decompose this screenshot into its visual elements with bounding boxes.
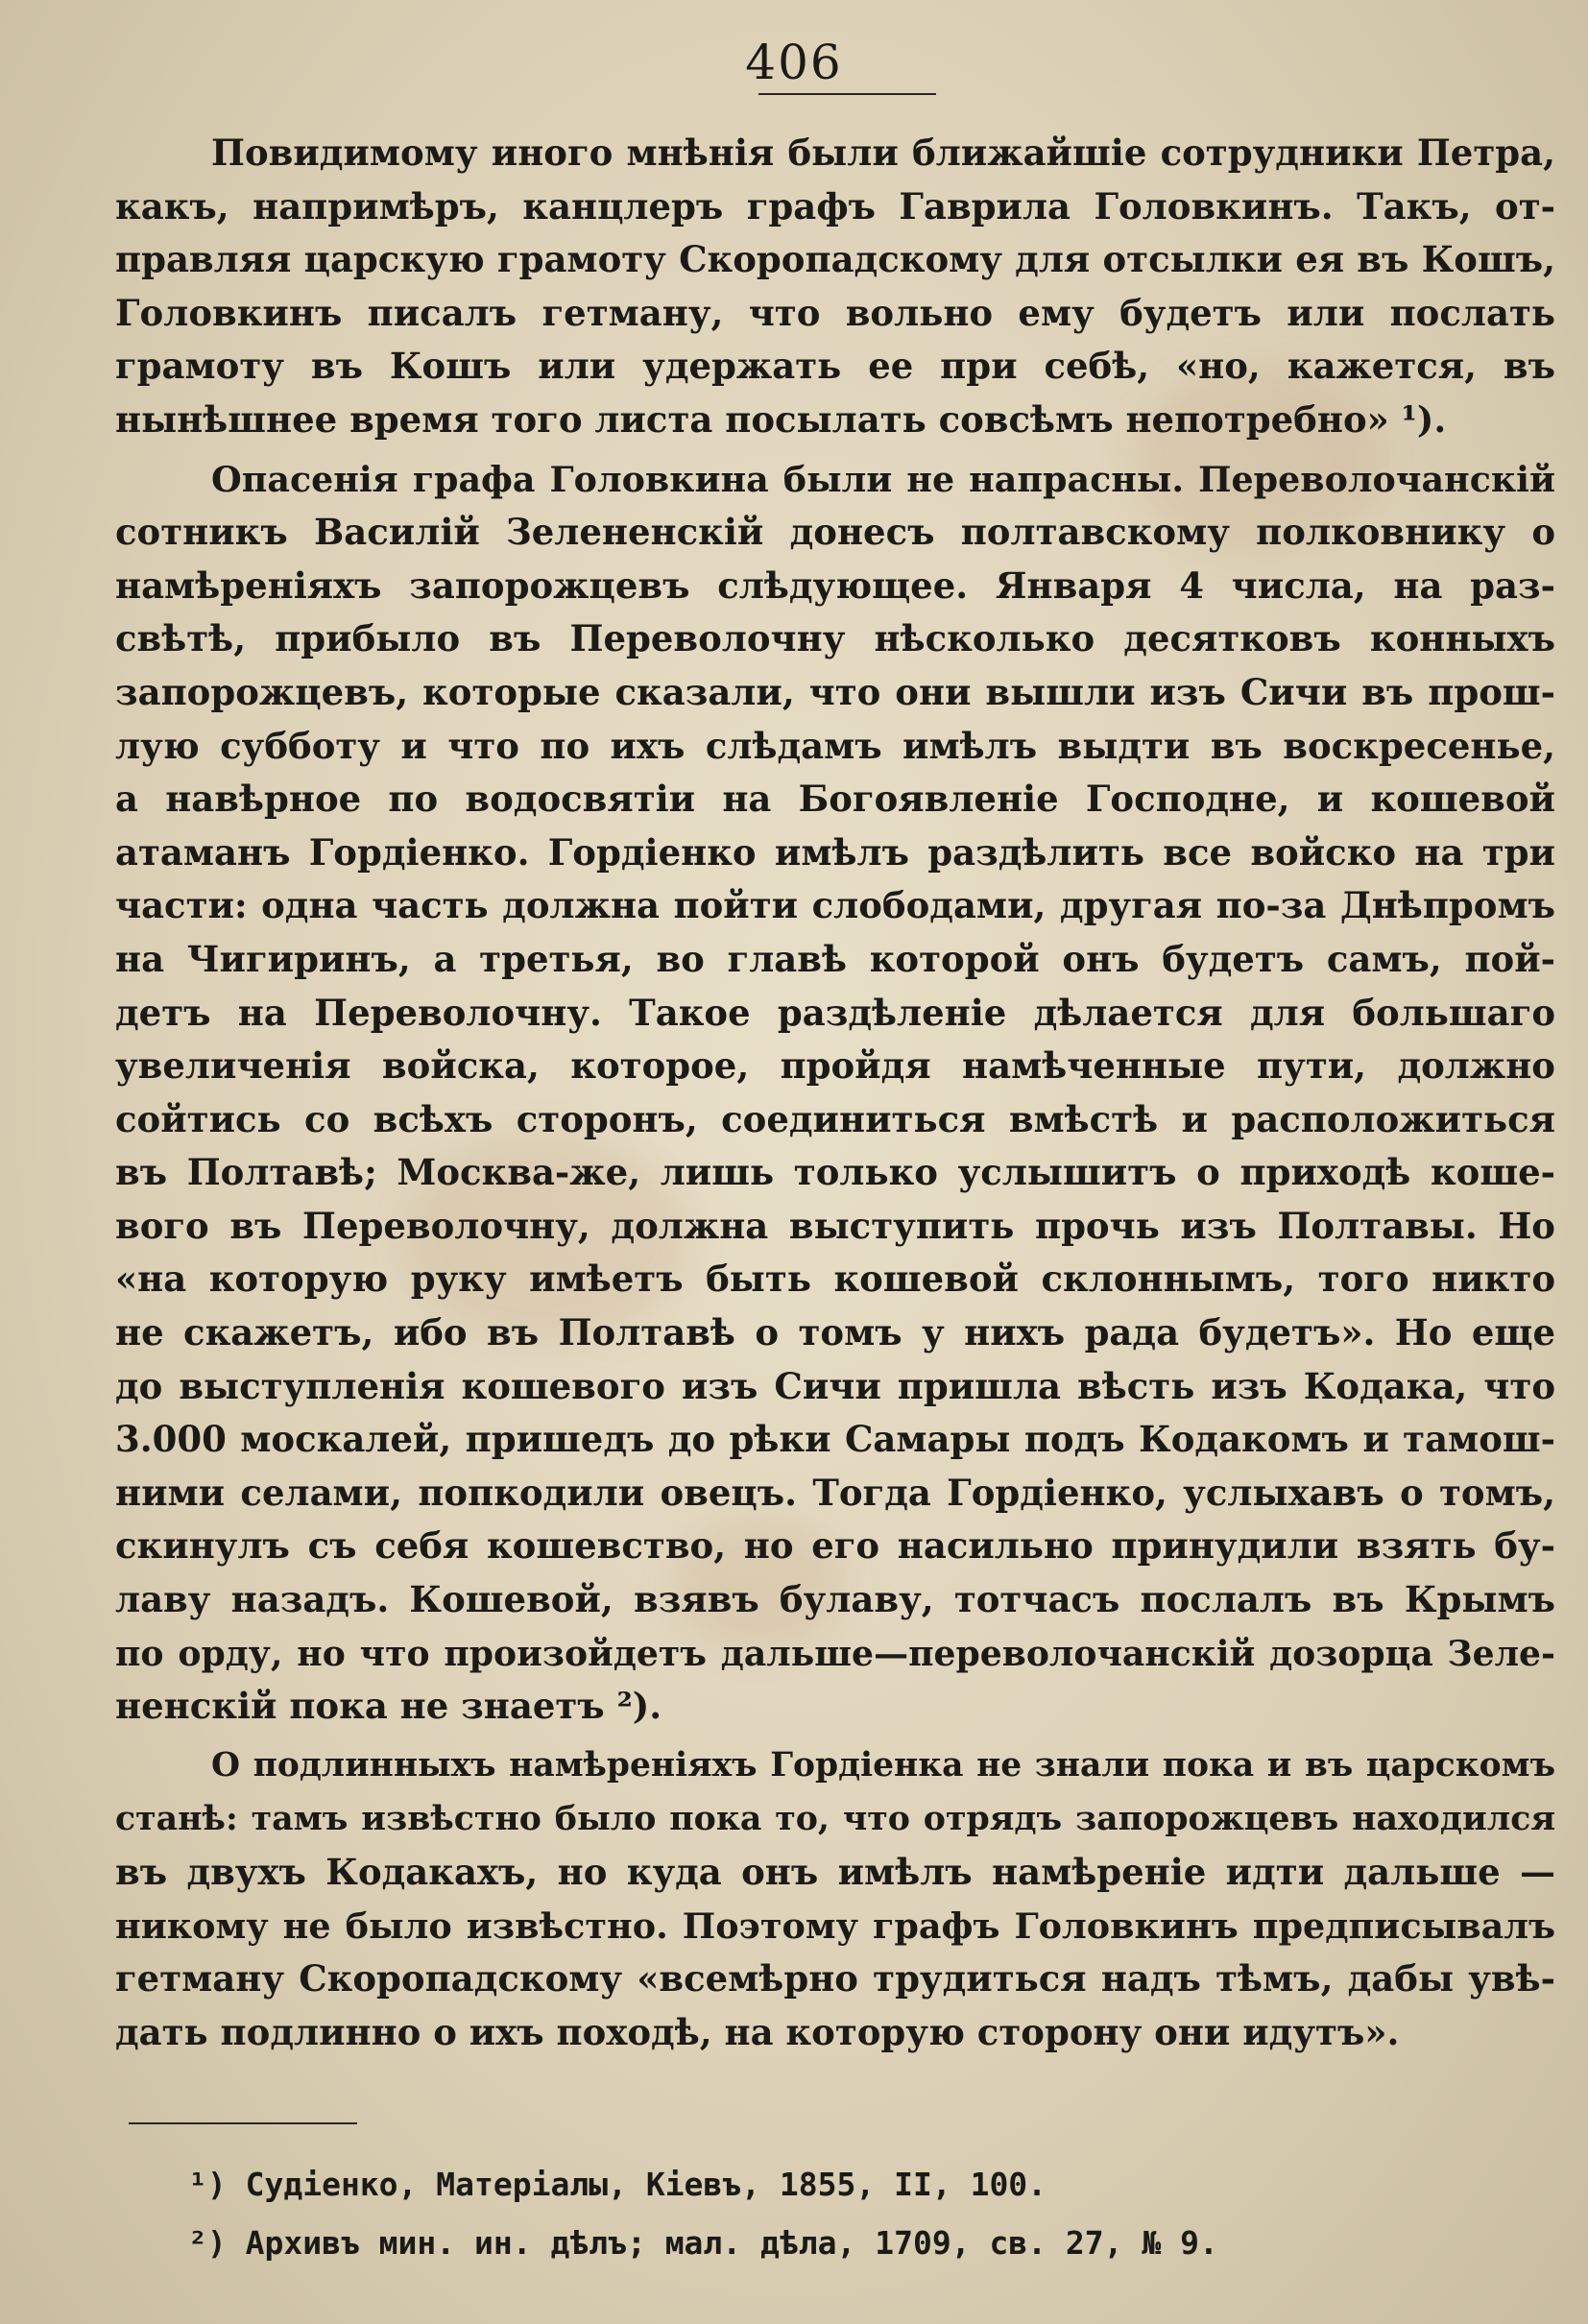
text-line: до выступленія кошевого изъ Сичи пришла вѣсть изъ Кодака, что [115,1364,1555,1407]
text-line: сотникъ Василій Зелененскій донесъ полтавскому полковнику о [115,511,1555,554]
text-line: никому не было извѣстно. Поэтому графъ Головкинъ предписывалъ [115,1905,1555,1947]
text-line: 3.000 москалей, пришедъ до рѣки Самары подъ Кодакомъ и тамош- [115,1418,1555,1461]
text-line: какъ, напримѣръ, канцлеръ графъ Гаврила Головкинъ. Такъ, от- [115,184,1555,228]
text-line: детъ на Переволочну. Такое раздѣленіе дѣлается для большаго [115,991,1555,1034]
text-line: О подлинныхъ намѣреніяхъ Гордіенка не знали пока и въ царскомъ [211,1745,1555,1785]
text-line: запорожцевъ, которые сказали, что они вышли изъ Сичи въ прош- [115,670,1555,713]
text-line: грамоту въ Кошъ или удержать ее при себѣ, «но, кажется, въ [115,345,1555,388]
text-line: скинулъ съ себя кошевство, но его насильно принудили взять бу- [115,1524,1555,1568]
text-line: Головкинъ писалъ гетману, что вольно ему будетъ или послать [115,291,1555,334]
footnote-rule [129,2122,357,2124]
text-line: сойтись со всѣхъ сторонъ, соединиться вмѣстѣ и расположиться [115,1097,1555,1140]
text-line: увеличенія войска, которое, пройдя намѣченные пути, должно [115,1044,1555,1088]
text-line: въ Полтавѣ; Москва-же, лишь только услышитъ о приходѣ коше- [115,1151,1555,1194]
text-line: а навѣрное по водосвятіи на Богоявленіе Господне, и кошевой [115,778,1555,821]
text-line: «на которую руку имѣетъ быть кошевой склоннымъ, того никто [115,1258,1555,1301]
text-line: дать подлинно о ихъ походѣ, на которую сторону они идутъ». [115,2010,1400,2053]
footnote: ¹) Судіенко, Матеріалы, Кіевъ, 1855, II, 100. [188,2166,1047,2203]
text-line: по орду, но что произойдетъ дальше—переволочанскій дозорца Зеле- [115,1632,1555,1674]
text-line: лую субботу и что по ихъ слѣдамъ имѣлъ выдти въ воскресенье, [115,724,1555,767]
text-line: ними селами, попкодили овецъ. Тогда Гордіенко, услыхавъ о томъ, [115,1471,1555,1514]
footnote: ²) Архивъ мин. ин. дѣлъ; мал. дѣла, 1709, св. 27, № 9. [188,2224,1218,2262]
text-line: на Чигиринъ, а третья, во главѣ которой онъ будетъ самъ, пой- [115,937,1555,980]
page-number: 406 [745,35,843,90]
text-line: станѣ: тамъ извѣстно было пока то, что отрядъ запорожцевъ находился [115,1799,1555,1839]
paragraph [115,453,1555,1734]
text-line: лаву назадъ. Кошевой, взявъ булаву, тотчасъ послалъ въ Крымъ [115,1578,1555,1621]
header-rule [758,93,936,95]
text-line: не скажетъ, ибо въ Полтавѣ о томъ у нихъ рада будетъ». Но еще [115,1311,1555,1354]
paragraph [115,1739,1555,2060]
text-line: гетману Скоропадскому «всемѣрно трудиться надъ тѣмъ, дабы увѣ- [115,1957,1555,2001]
text-line: части: одна часть должна пойти слободами, другая по-за Днѣпромъ [115,884,1555,927]
text-line: свѣтѣ, прибыло въ Переволочну нѣсколько десятковъ конныхъ [115,617,1555,660]
text-line: Опасенія графа Головкина были не напрасны. Переволочанскій [211,458,1555,500]
text-line: ненскій пока не знаетъ ²). [115,1685,662,1728]
text-line: Повидимому иного мнѣнія были ближайшіе сотрудники Петра, [211,132,1555,174]
footnotes [188,2155,1340,2272]
paragraph [115,127,1555,447]
text-line: вого въ Переволочну, должна выступить прочь изъ Полтавы. Но [115,1204,1555,1247]
body-text [115,127,1555,2059]
text-line: намѣреніяхъ запорожцевъ слѣдующее. Января 4 числа, на раз- [115,563,1555,607]
text-line: правляя царскую грамоту Скоропадскому для отсылки ея въ Кошъ, [115,238,1555,281]
text-line: нынѣшнее время того листа посылать совсѣмъ непотребно» ¹). [115,397,1447,441]
text-line: въ двухъ Кодакахъ, но куда онъ имѣлъ намѣреніе идти дальше — [115,1851,1555,1893]
text-line: атаманъ Гордіенко. Гордіенко имѣлъ раздѣлить все войско на три [115,830,1555,874]
